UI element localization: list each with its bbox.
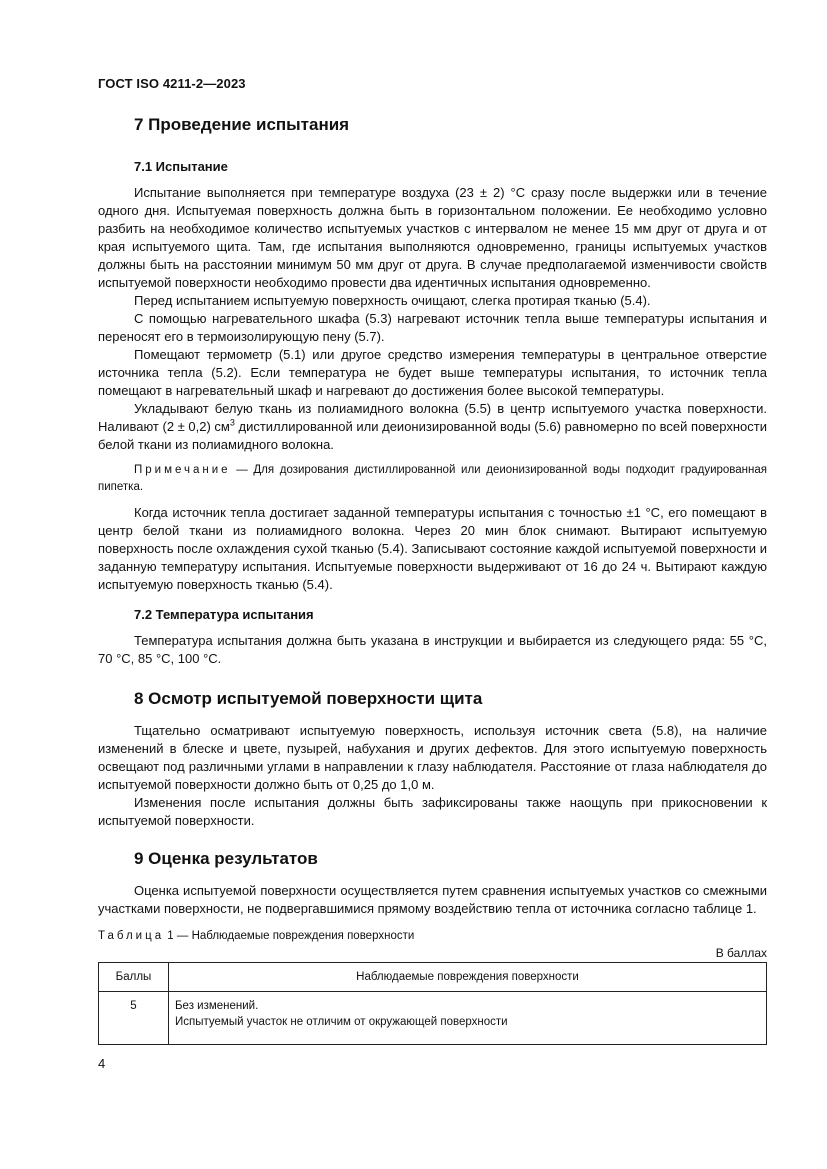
table-caption [98, 930, 767, 942]
paragraph-7-2-1: Температура испытания должна быть указана в инструкции и выбирается из следующего ряда: 55 °С, 70 °С, 85 °С, 100 °С. [98, 633, 767, 666]
table-caption-text: 1 — Наблюдаемые повреждения поверхности [164, 930, 415, 942]
table-cell-damage [169, 992, 767, 1045]
damage-line-2: Испытуемый участок не отличим от окружающей поверхности [175, 1016, 508, 1028]
page-number: 4 [98, 1056, 106, 1071]
column-header-damage: Наблюдаемые повреждения поверхности [169, 963, 767, 992]
subsection-7-1-title: 7.1 Испытание [134, 159, 228, 174]
note-text: — Для дозирования дистиллированной или деионизированной воды подходит градуированная пипетка. [98, 464, 767, 493]
column-header-score: Баллы [99, 963, 169, 992]
superscript-3: 3 [229, 417, 235, 428]
paragraph-7-1-5 [98, 400, 767, 454]
damage-line-1: Без изменений. [175, 1000, 259, 1012]
paragraph-7-1-2: Перед испытанием испытуемую поверхность очищают, слегка протирая тканью (5.4). [134, 293, 651, 308]
document-code-header: ГОСТ ISO 4211-2—2023 [98, 76, 246, 91]
table-header-row [99, 963, 767, 992]
table-cell-score: 5 [99, 992, 169, 1045]
page-content [98, 114, 767, 1045]
damage-table [98, 962, 767, 1045]
note-paragraph [98, 462, 767, 496]
section-9-title: 9 Оценка результатов [134, 849, 318, 868]
note-label: Примечание [134, 464, 231, 476]
table-units: В баллах [715, 946, 767, 960]
table-row [99, 992, 767, 1045]
section-7-title: 7 Проведение испытания [134, 115, 350, 134]
paragraph-7-1-5-end: дистиллированной или деионизированной воды (5.6) равномерно по всей поверхности белой ткани из полиамидного волокна. [98, 419, 767, 452]
section-8-title: 8 Осмотр испытуемой поверхности щита [134, 689, 483, 708]
paragraph-7-1-4: Помещают термометр (5.1) или другое средство измерения температуры в центральное отверстие источника тепла (5.2). Если температура не будет выше температуры испытания, то источник тепла помещают в нагревательный шкаф и нагревают до достижения более высокой температуры. [98, 347, 767, 398]
paragraph-8-1: Тщательно осматривают испытуемую поверхность, используя источник света (5.8), на наличие изменений в блеске и цвете, пузырей, набухания и других дефектов. Для этого испытуемую поверхность освещают под различными углами в направлении к глазу наблюдателя. Расстояние от глаза наблюдателя до испытуемой поверхности должно быть от 0,25 до 1,0 м. [98, 723, 767, 792]
table-caption-label: Таблица [98, 930, 165, 942]
paragraph-7-1-6: Когда источник тепла достигает заданной температуры испытания с точностью ±1 °С, его помещают в центр белой ткани из полиамидного волокна. Через 20 мин блок снимают. Вытирают испытуемую поверхность после охлаждения сухой тканью (5.4). Записывают состояние каждой испытуемой поверхности и заданную температуру испытания. Испытуемые поверхности выдерживают от 16 до 24 ч. Вытирают каждую испытуемую поверхность тканью (5.4). [98, 505, 767, 592]
subsection-7-2-title: 7.2 Температура испытания [134, 607, 314, 622]
paragraph-7-1-5-start: Укладывают белую ткань из полиамидного волокна (5.5) в центр испытуемого участка поверхности. Наливают (2 ± 0,2) см [98, 401, 767, 434]
paragraph-9-1: Оценка испытуемой поверхности осуществляется путем сравнения испытуемых участков со смежными участками поверхности, не подвергавшимися прямому воздействию тепла от источника согласно таблице 1. [98, 883, 767, 916]
paragraph-7-1-3: С помощью нагревательного шкафа (5.3) нагревают источник тепла выше температуры испытания и переносят его в термоизолирующую пену (5.7). [98, 311, 767, 344]
paragraph-7-1-1: Испытание выполняется при температуре воздуха (23 ± 2) °С сразу после выдержки или в течение одного дня. Испытуемая поверхность должна быть в горизонтальном положении. Ее необходимо условно разбить на необходимое количество испытуемых участков с интервалом не менее 15 мм друг от друга и от края испытуемого щита. Там, где испытания выполняются одновременно, границы испытуемых участков должны быть на расстоянии минимум 50 мм друг от друга. В случае предполагаемой изменчивости свойств испытуемой поверхности необходимо провести два идентичных испытания одновременно. [98, 185, 767, 290]
paragraph-8-2: Изменения после испытания должны быть зафиксированы также наощупь при прикосновении к испытуемой поверхности. [98, 795, 767, 828]
